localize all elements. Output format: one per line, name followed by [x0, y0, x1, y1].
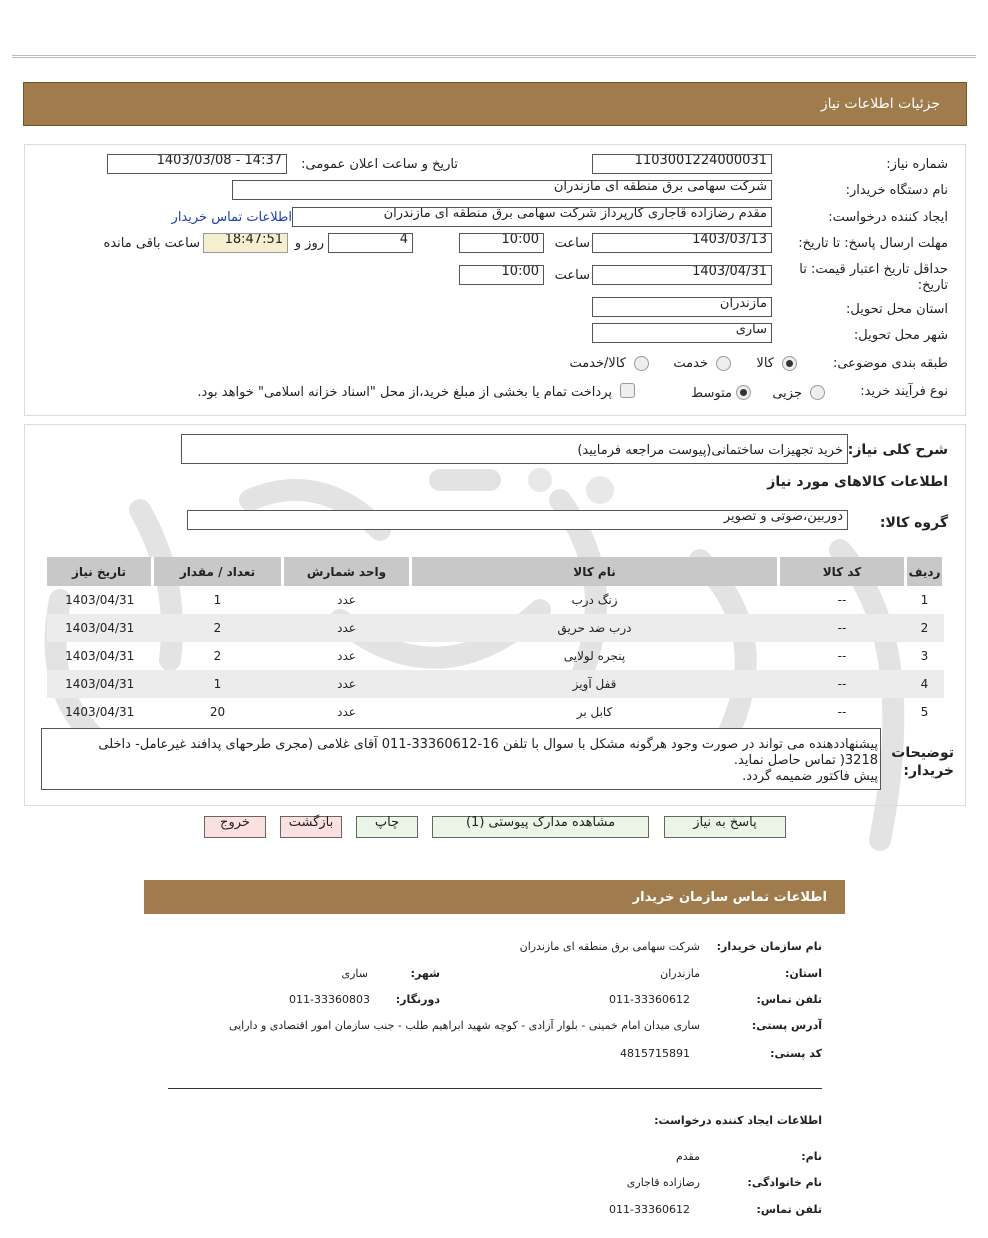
- contact-fax-label: دورنگار:: [395, 993, 440, 1006]
- row-number: 1: [920, 593, 929, 607]
- days-label: روز و: [294, 236, 324, 251]
- buyer-org-field: شرکت سهامی برق منطقه ای مازندران: [232, 180, 772, 200]
- col-item-name: نام کالا: [411, 557, 779, 586]
- item-unit: عدد: [337, 705, 356, 719]
- process-option-minor: جزیی: [772, 386, 802, 401]
- need-number-label: شماره نیاز:: [886, 157, 948, 172]
- item-unit: عدد: [283, 670, 411, 698]
- item-need-date: 1403/04/31: [65, 593, 135, 607]
- remaining-time-field: 18:47:51: [203, 233, 288, 253]
- notes-line-2: 3218( تماس حاصل نماید.: [733, 753, 878, 768]
- item-code: --: [779, 614, 906, 642]
- contact-postal: 4815715891: [620, 1047, 690, 1060]
- attachments-button[interactable]: مشاهده مدارک پیوستی (1): [432, 816, 649, 838]
- category-label: طبقه بندی موضوعی:: [832, 356, 948, 371]
- creator-family-label: نام خانوادگی:: [747, 1176, 822, 1189]
- item-need-date: 1403/04/31: [65, 649, 135, 663]
- process-label: نوع فرآیند خرید:: [860, 384, 948, 399]
- col-unit: واحد شمارش: [283, 557, 411, 586]
- table-row: [47, 642, 944, 670]
- page-header: [23, 82, 967, 126]
- reply-button[interactable]: پاسخ به نیاز: [664, 816, 786, 838]
- item-code: --: [837, 649, 847, 663]
- summary-field: خرید تجهیزات ساختمانی(پیوست مراجعه فرمایید): [181, 434, 848, 464]
- contact-city-label: شهر:: [410, 967, 440, 980]
- days-field: 4: [328, 233, 413, 253]
- item-code: --: [779, 670, 906, 698]
- contact-phone-label: تلفن تماس:: [756, 993, 822, 1006]
- contact-divider: [168, 1088, 822, 1089]
- item-quantity: 20: [209, 705, 226, 719]
- category-option-goods: کالا: [756, 356, 774, 371]
- city-field: ساری: [592, 323, 772, 343]
- requester-label: ایجاد کننده درخواست:: [828, 210, 948, 225]
- process-option-medium: متوسط: [691, 386, 732, 401]
- group-label: گروه کالا:: [879, 515, 948, 531]
- item-code: --: [837, 705, 847, 719]
- deadline-time-field: 10:00: [459, 233, 544, 253]
- group-field: دوربین،صوتی و تصویر: [187, 510, 848, 530]
- items-header-row: [47, 557, 944, 586]
- page-title: جزئیات اطلاعات نیاز: [820, 96, 940, 112]
- deadline-date-field: 1403/03/13: [592, 233, 772, 253]
- treasury-payment-checkbox[interactable]: [620, 383, 635, 398]
- contact-province: مازندران: [660, 967, 700, 980]
- contact-phone: 011-33360612: [609, 993, 690, 1006]
- row-number: 3: [920, 649, 929, 663]
- category-radio-both[interactable]: [634, 356, 649, 371]
- table-row: [47, 586, 944, 614]
- validity-time-label: ساعت: [554, 268, 590, 283]
- requester-field: مقدم رضازاده قاجاری کارپرداز شرکت سهامی برق منطقه ای مازندران: [292, 207, 772, 227]
- items-table: [47, 557, 945, 726]
- item-quantity: 1: [213, 593, 222, 607]
- process-radio-medium[interactable]: [736, 385, 751, 400]
- buyer-org-label: نام دستگاه خریدار:: [845, 183, 948, 198]
- province-field: مازندران: [592, 297, 772, 317]
- deadline-time-label: ساعت: [554, 236, 590, 251]
- deadline-label: مهلت ارسال پاسخ: تا تاریخ:: [798, 236, 948, 251]
- item-need-date: 1403/04/31: [47, 614, 153, 642]
- row-number: 5: [920, 705, 929, 719]
- treasury-payment-note: پرداخت تمام یا بخشی از مبلغ خرید،از محل "اسناد خزانه اسلامی" خواهد بود.: [197, 385, 612, 400]
- notes-line-1: پیشنهاددهنده می تواند در صورت وجود هرگونه مشکل با سوال با تلفن 16-33360612-011 آقای غلامی (مجری طرحهای پدافند غیرعامل- داخلی: [98, 737, 878, 752]
- back-button[interactable]: بازگشت: [280, 816, 342, 838]
- item-name: درب ضد حریق: [411, 614, 779, 642]
- announce-date-field: 1403/03/08 - 14:37: [107, 154, 287, 174]
- contact-title: اطلاعات تماس سازمان خریدار: [632, 890, 827, 905]
- item-unit: عدد: [337, 649, 356, 663]
- table-row: [47, 614, 944, 642]
- col-quantity: تعداد / مقدار: [153, 557, 283, 586]
- creator-name-label: نام:: [801, 1150, 822, 1163]
- contact-fax: 011-33360803: [289, 993, 370, 1006]
- need-number-field: 1103001224000031: [592, 154, 772, 174]
- notes-line-3: پیش فاکتور ضمیمه گردد.: [742, 769, 878, 784]
- item-unit: عدد: [337, 593, 356, 607]
- contact-header: [144, 880, 845, 914]
- table-row: [47, 670, 944, 698]
- creator-family: رضازاده قاجاری: [626, 1176, 700, 1189]
- contact-postal-label: کد پستی:: [770, 1047, 822, 1060]
- creator-name: مقدم: [675, 1150, 700, 1163]
- category-option-both: کالا/خدمت: [569, 356, 626, 371]
- summary-label: شرح کلی نیاز:: [847, 442, 948, 458]
- contact-city: ساری: [341, 967, 368, 980]
- exit-button[interactable]: خروج: [204, 816, 266, 838]
- col-row-number: ردیف: [906, 557, 944, 586]
- contact-org: شرکت سهامی برق منطقه ای مازندران: [519, 940, 700, 953]
- province-label: استان محل تحویل:: [846, 302, 948, 317]
- creator-heading: اطلاعات ایجاد کننده درخواست:: [654, 1114, 822, 1127]
- item-quantity: 2: [153, 614, 283, 642]
- table-row: [47, 698, 944, 726]
- category-radio-goods[interactable]: [782, 356, 797, 371]
- item-name: زنگ درب: [571, 593, 618, 607]
- city-label: شهر محل تحویل:: [853, 328, 948, 343]
- creator-phone: 011-33360612: [609, 1203, 690, 1216]
- validity-date-field: 1403/04/31: [592, 265, 772, 285]
- announce-label: تاریخ و ساعت اعلان عمومی:: [301, 157, 458, 172]
- contact-province-label: استان:: [785, 967, 822, 980]
- col-need-date: تاریخ نیاز: [47, 557, 153, 586]
- contact-org-label: نام سازمان خریدار:: [716, 940, 822, 953]
- category-radio-service[interactable]: [716, 356, 731, 371]
- validity-time-field: 10:00: [459, 265, 544, 285]
- category-option-service: خدمت: [673, 356, 708, 371]
- creator-phone-label: تلفن تماس:: [756, 1203, 822, 1216]
- validity-label: حداقل تاریخ اعتبار قیمت: تا تاریخ:: [799, 262, 948, 293]
- print-button[interactable]: چاپ: [356, 816, 418, 838]
- contact-address-label: آدرس پستی:: [751, 1019, 822, 1032]
- item-need-date: 1403/04/31: [47, 670, 153, 698]
- notes-label: توضیحات خریدار:: [891, 745, 954, 779]
- item-unit: عدد: [283, 614, 411, 642]
- item-quantity: 2: [213, 649, 222, 663]
- item-code: --: [837, 593, 847, 607]
- col-item-code: کد کالا: [779, 557, 906, 586]
- remaining-label: ساعت باقی مانده: [103, 236, 200, 251]
- row-number: 2: [906, 614, 944, 642]
- notes-box: [41, 728, 881, 790]
- item-name: قفل آویز: [411, 670, 779, 698]
- item-name: کابل بر: [576, 705, 613, 719]
- buyer-contact-link[interactable]: اطلاعات تماس خریدار: [171, 210, 292, 225]
- top-divider: [12, 55, 976, 58]
- row-number: 4: [906, 670, 944, 698]
- goods-heading: اطلاعات کالاهای مورد نیاز: [767, 474, 948, 490]
- item-name: پنجره لولایی: [563, 649, 626, 663]
- process-radio-minor[interactable]: [810, 385, 825, 400]
- contact-address: ساری میدان امام خمینی - بلوار آزادی - کوچه شهید ابراهیم طلب - جنب سازمان امور اقتصادی و دارایی: [228, 1019, 700, 1032]
- item-need-date: 1403/04/31: [65, 705, 135, 719]
- item-quantity: 1: [153, 670, 283, 698]
